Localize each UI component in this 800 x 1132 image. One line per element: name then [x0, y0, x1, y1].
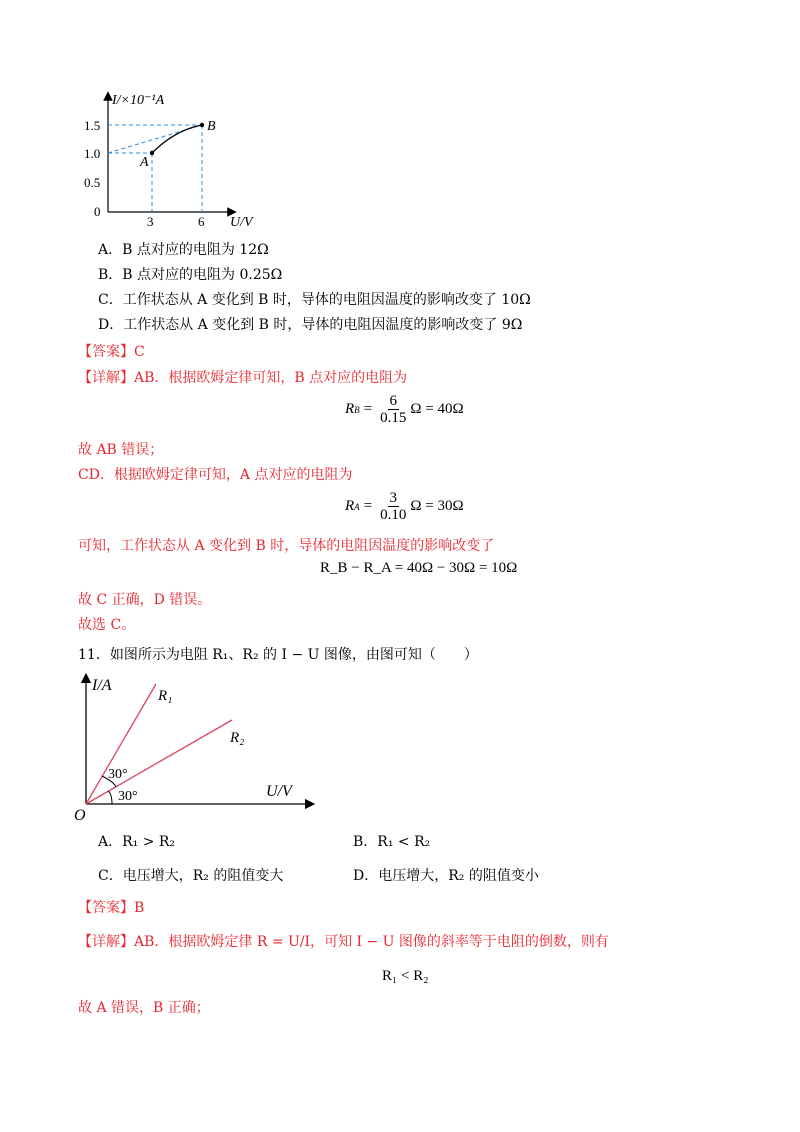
- q11-option-a: A．R₁ > R₂: [98, 834, 176, 850]
- point-a-dot: [150, 151, 154, 155]
- angle-arc-2: [108, 791, 112, 804]
- x-tick-3: 3: [147, 214, 154, 229]
- q10-option-a: A．B 点对应的电阻为 12Ω: [98, 242, 269, 258]
- q11-iu-graph: [70, 672, 320, 822]
- iu-curve: [152, 125, 202, 153]
- y-tick-0.5: 0.5: [84, 175, 101, 190]
- q11-origin-label: O: [74, 807, 86, 822]
- q11-x-axis-label: U/V: [266, 783, 292, 800]
- q11-option-b: B．R₁ < R₂: [353, 834, 431, 850]
- iu-curve-graph: [80, 90, 280, 230]
- q10-option-b: B．B 点对应的电阻为 0.25Ω: [98, 267, 283, 283]
- q10-option-c: C．工作状态从 A 变化到 B 时，导体的电阻因温度的影响改变了 10Ω: [98, 292, 531, 308]
- q10-option-d: D．工作状态从 A 变化到 B 时，导体的电阻因温度的影响改变了 9Ω: [98, 317, 523, 333]
- r1-line: [86, 684, 156, 804]
- q11-detail-equation: R₁ < R₂: [382, 968, 429, 984]
- x-tick-6: 6: [198, 214, 205, 229]
- q11-detail-line2: 故 A 错误，B 正确；: [78, 1000, 210, 1016]
- q10-detail-line6: 故选 C。: [78, 617, 136, 633]
- x-axis-label: U/V: [230, 215, 253, 230]
- r2-label: R₂: [230, 730, 245, 746]
- r1-label: R₁: [158, 688, 173, 704]
- q10-detail-line5: 故 C 正确，D 错误。: [78, 592, 212, 608]
- point-b-label: B: [207, 119, 216, 134]
- q10-detail-line4: 可知，工作状态从 A 变化到 B 时，导体的电阻因温度的影响改变了: [78, 538, 495, 554]
- point-b-dot: [200, 123, 204, 127]
- y-tick-1.5: 1.5: [84, 118, 101, 133]
- q11-option-c: C．电压增大，R₂ 的阻值变大: [98, 868, 284, 884]
- q10-detail-line1: 【详解】AB．根据欧姆定律可知，B 点对应的电阻为: [78, 370, 408, 386]
- q11-option-d: D．电压增大，R₂ 的阻值变小: [353, 868, 539, 884]
- q11-y-axis-label: I/A: [92, 677, 112, 694]
- q10-equation-rb: R B = $\frac{6}{0.15}$ Ω = 40Ω: [345, 393, 464, 426]
- y-tick-1.0: 1.0: [84, 146, 101, 161]
- y-tick-0: 0: [94, 204, 101, 219]
- q11-answer: 【答案】B: [78, 900, 145, 916]
- q10-equation-ra: R A = $\frac{3}{0.10}$ Ω = 30Ω: [345, 490, 464, 523]
- q11-stem: 11．如图所示为电阻 R₁、R₂ 的 I − U 图像，由图可知（ ）: [78, 647, 478, 663]
- angle-1-label: 30°: [108, 767, 128, 782]
- point-a-label: A: [140, 155, 149, 170]
- q10-equation-diff: R_B − R_A = 40Ω − 30Ω = 10Ω: [320, 560, 518, 576]
- q10-detail-line2: 故 AB 错误；: [78, 442, 164, 458]
- y-axis-label: I/×10⁻¹A: [112, 93, 165, 108]
- angle-2-label: 30°: [118, 789, 138, 804]
- q10-detail-line3: CD．根据欧姆定律可知，A 点对应的电阻为: [78, 467, 353, 483]
- q11-detail-line1: 【详解】AB．根据欧姆定律 R = U/I，可知 I − U 图像的斜率等于电阻的倒数，则有: [78, 934, 609, 950]
- q10-answer: 【答案】C: [78, 344, 145, 360]
